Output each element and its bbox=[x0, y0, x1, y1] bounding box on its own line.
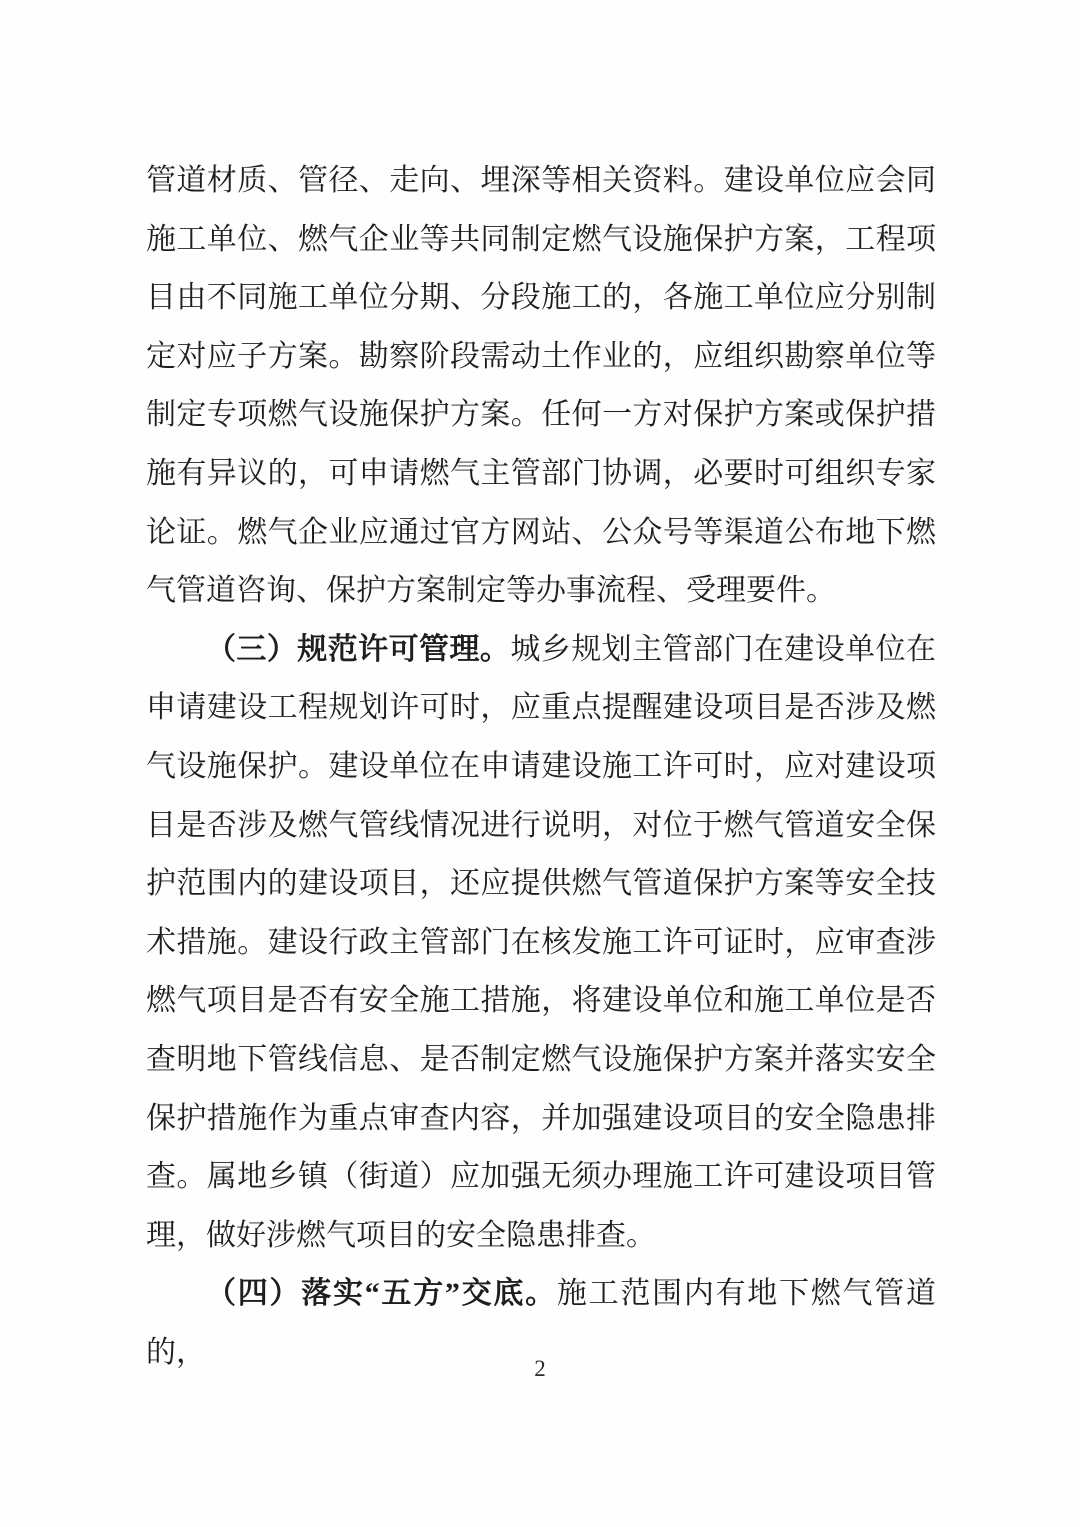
paragraph bbox=[146, 152, 936, 621]
section-heading: （四）落实“五方”交底。 bbox=[206, 1277, 557, 1311]
paragraph bbox=[146, 621, 936, 1266]
text-run: 施工范围内有地下燃气管道的， bbox=[146, 1277, 937, 1369]
section-heading: （三）规范许可管理。 bbox=[206, 632, 511, 666]
page-number: 2 bbox=[534, 1356, 546, 1381]
text-run: 管道材质、管径、走向、埋深等相关资料。建设单位应会同施工单位、燃气企业等共同制定燃气设施保护方案，工程项目由不同施工单位分期、分段施工的，各施工单位应分别制定对应子方案。勘察阶段需动土作业的，应组织勘察单位等制定专项燃气设施保护方案。任何一方对保护方案或保护措施有异议的，可申请燃气主管部门协调，必要时可组织专家论证。燃气企业应通过官方网站、公众号等渠道公布地下燃气管道咨询、保护方案制定等办事流程、受理要件。 bbox=[146, 164, 936, 608]
text-run: 城乡规划主管部门在建设单位在申请建设工程规划许可时，应重点提醒建设项目是否涉及燃气设施保护。建设单位在申请建设施工许可时，应对建设项目是否涉及燃气管线情况进行说明，对位于燃气管道安全保护范围内的建设项目，还应提供燃气管道保护方案等安全技术措施。建设行政主管部门在核发施工许可证时，应审查涉燃气项目是否有安全施工措施，将建设单位和施工单位是否查明地下管线信息、是否制定燃气设施保护方案并落实安全保护措施作为重点审查内容，并加强建设项目的安全隐患排查。属地乡镇（街道）应加强无须办理施工许可建设项目管理，做好涉燃气项目的安全隐患排查。 bbox=[146, 632, 937, 1252]
text-block bbox=[146, 152, 936, 1382]
